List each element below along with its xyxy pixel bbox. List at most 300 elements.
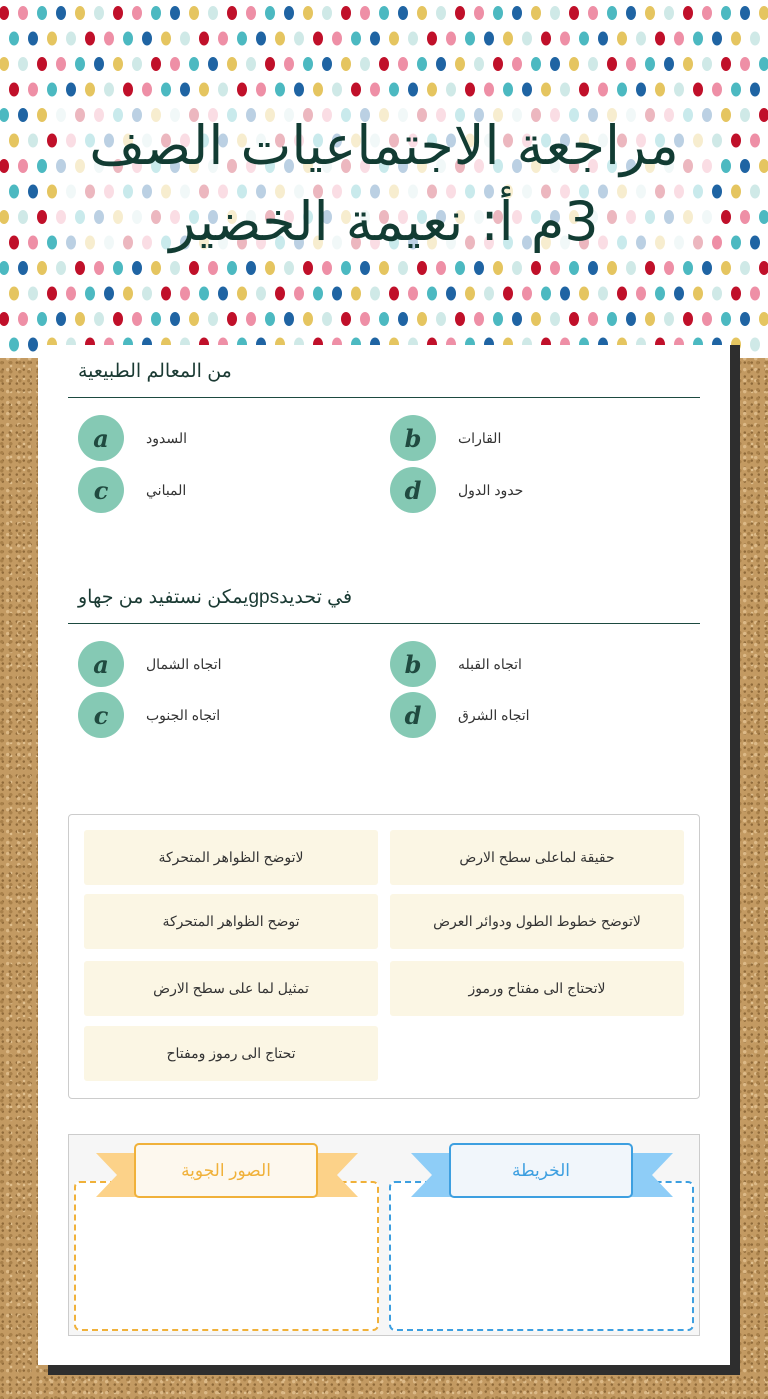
polka-dot	[417, 57, 427, 71]
polka-dot	[588, 57, 598, 71]
polka-dot	[265, 57, 275, 71]
polka-dot	[56, 57, 66, 71]
polka-dot	[436, 312, 446, 326]
option-c[interactable]	[78, 467, 186, 513]
polka-dot	[550, 312, 560, 326]
polka-dot	[465, 32, 475, 46]
polka-dot	[189, 6, 199, 20]
polka-dot	[740, 312, 750, 326]
polka-dot	[721, 261, 731, 275]
polka-dot	[436, 6, 446, 20]
polka-dot	[417, 6, 427, 20]
polka-dot	[512, 57, 522, 71]
polka-dot	[284, 57, 294, 71]
polka-dot	[560, 32, 570, 46]
polka-dot	[465, 83, 475, 97]
polka-dot	[237, 287, 247, 301]
polka-dot	[759, 57, 768, 71]
polka-dot	[256, 83, 266, 97]
polka-dot	[360, 57, 370, 71]
polka-dot	[512, 6, 522, 20]
polka-dot	[9, 32, 19, 46]
polka-dot	[351, 287, 361, 301]
polka-dot	[322, 261, 332, 275]
polka-dot	[417, 261, 427, 275]
title-line-1: مراجعة الاجتماعيات الصف	[89, 114, 679, 177]
category-ribbon-aerial-photos	[96, 1143, 358, 1203]
polka-dot	[66, 32, 76, 46]
polka-dot	[246, 261, 256, 275]
polka-dot	[408, 287, 418, 301]
polka-dot	[598, 287, 608, 301]
polka-dot	[645, 312, 655, 326]
draggable-card[interactable]: توضح الظواهر المتحركة	[84, 894, 378, 949]
option-text: القارات	[458, 429, 502, 446]
draggable-card[interactable]: تحتاج الى رموز ومفتاح	[84, 1026, 378, 1081]
polka-dot	[18, 57, 28, 71]
polka-dot	[493, 6, 503, 20]
polka-dot	[588, 312, 598, 326]
polka-dot	[151, 261, 161, 275]
polka-dot	[189, 57, 199, 71]
polka-dot	[474, 6, 484, 20]
polka-dot	[503, 32, 513, 46]
polka-dot	[199, 287, 209, 301]
option-letter-badge: a	[78, 641, 124, 687]
polka-dot	[18, 261, 28, 275]
polka-dot	[113, 6, 123, 20]
polka-dot	[693, 32, 703, 46]
polka-dot	[531, 6, 541, 20]
polka-dot	[683, 312, 693, 326]
polka-dot	[275, 83, 285, 97]
polka-dot	[683, 57, 693, 71]
question-2	[68, 585, 700, 730]
polka-dot	[151, 6, 161, 20]
polka-dot	[104, 32, 114, 46]
question-text: من المعالم الطبيعية	[68, 359, 700, 398]
option-letter-badge: d	[390, 467, 436, 513]
polka-dot	[379, 57, 389, 71]
polka-dot	[180, 287, 190, 301]
polka-dot	[550, 261, 560, 275]
polka-dot	[199, 32, 209, 46]
polka-dot	[208, 261, 218, 275]
draggable-card[interactable]: حقيقة لماعلى سطح الارض	[390, 830, 684, 885]
polka-dot	[465, 287, 475, 301]
polka-dot	[740, 6, 750, 20]
polka-dot	[66, 287, 76, 301]
polka-dot	[503, 83, 513, 97]
polka-dot	[94, 57, 104, 71]
polka-dot	[398, 312, 408, 326]
polka-dot	[427, 83, 437, 97]
polka-dot	[94, 312, 104, 326]
polka-dot	[750, 83, 760, 97]
polka-dot	[208, 57, 218, 71]
polka-dot	[721, 312, 731, 326]
polka-dot	[531, 312, 541, 326]
option-text: اتجاه القبله	[458, 655, 522, 672]
polka-dot	[493, 312, 503, 326]
polka-dot	[474, 312, 484, 326]
polka-dot	[303, 6, 313, 20]
polka-dot	[455, 312, 465, 326]
polka-dot	[180, 83, 190, 97]
polka-dot	[56, 261, 66, 275]
polka-dot	[303, 312, 313, 326]
polka-dot	[132, 312, 142, 326]
polka-dot	[427, 32, 437, 46]
option-d[interactable]	[390, 692, 530, 738]
polka-dot	[664, 312, 674, 326]
polka-dot	[142, 287, 152, 301]
polka-dot	[721, 6, 731, 20]
polka-dot	[579, 32, 589, 46]
polka-dot	[0, 57, 9, 71]
option-b[interactable]	[390, 415, 501, 461]
polka-dot	[645, 261, 655, 275]
polka-dot	[151, 57, 161, 71]
polka-dot	[332, 32, 342, 46]
polka-dot	[731, 32, 741, 46]
polka-dot	[398, 261, 408, 275]
polka-dot	[607, 57, 617, 71]
polka-dot	[85, 32, 95, 46]
polka-dot	[474, 261, 484, 275]
polka-dot	[541, 83, 551, 97]
polka-dot	[227, 312, 237, 326]
polka-dot	[246, 6, 256, 20]
polka-dot	[569, 312, 579, 326]
polka-dot	[66, 83, 76, 97]
polka-dot	[579, 83, 589, 97]
option-c[interactable]	[78, 692, 220, 738]
polka-dot	[113, 57, 123, 71]
polka-dot	[284, 312, 294, 326]
option-text: حدود الدول	[458, 481, 524, 498]
polka-dot	[75, 261, 85, 275]
polka-dot	[389, 32, 399, 46]
polka-dot	[712, 83, 722, 97]
polka-dot	[9, 83, 19, 97]
option-a[interactable]	[78, 415, 187, 461]
polka-dot	[351, 83, 361, 97]
polka-dot	[569, 261, 579, 275]
polka-dot	[731, 287, 741, 301]
polka-dot	[512, 261, 522, 275]
polka-dot	[474, 57, 484, 71]
polka-dot	[664, 6, 674, 20]
polka-dot	[37, 312, 47, 326]
polka-dot	[294, 83, 304, 97]
polka-dot	[607, 261, 617, 275]
polka-dot	[712, 32, 722, 46]
polka-dot	[341, 57, 351, 71]
option-a[interactable]	[78, 641, 222, 687]
polka-dot	[47, 83, 57, 97]
polka-dot	[645, 57, 655, 71]
polka-dot	[408, 32, 418, 46]
polka-dot	[218, 32, 228, 46]
polka-dot	[132, 57, 142, 71]
polka-dot	[731, 83, 741, 97]
polka-dot	[237, 83, 247, 97]
polka-dot	[626, 6, 636, 20]
polka-dot	[398, 57, 408, 71]
polka-dot	[702, 312, 712, 326]
polka-dot	[626, 261, 636, 275]
polka-dot	[455, 261, 465, 275]
polka-dot	[85, 83, 95, 97]
draggable-card[interactable]: لاتحتاج الى مفتاح ورموز	[390, 961, 684, 1016]
polka-dot	[94, 261, 104, 275]
polka-dot	[75, 6, 85, 20]
polka-dot	[37, 57, 47, 71]
polka-dot	[493, 261, 503, 275]
polka-dot	[531, 57, 541, 71]
polka-dot	[370, 32, 380, 46]
header-banner	[0, 0, 768, 358]
drop-zone-aerial-photos[interactable]	[74, 1181, 379, 1331]
polka-dot	[170, 261, 180, 275]
drop-zone-map[interactable]	[389, 1181, 694, 1331]
polka-dot	[284, 261, 294, 275]
option-text: السدود	[146, 429, 187, 446]
polka-dot	[161, 287, 171, 301]
polka-dot	[702, 57, 712, 71]
question-text: يمكن نستفيد من جهاوgpsفي تحديد	[68, 585, 700, 624]
title-line-2: 3م أ: نعيمة الخضير	[169, 190, 599, 253]
option-letter-badge: d	[390, 692, 436, 738]
polka-dot	[569, 6, 579, 20]
polka-dot	[142, 32, 152, 46]
polka-dot	[18, 312, 28, 326]
polka-dot	[28, 83, 38, 97]
polka-dot	[132, 6, 142, 20]
polka-dot	[655, 32, 665, 46]
polka-dot	[493, 57, 503, 71]
question-1	[68, 359, 700, 505]
polka-dot	[294, 287, 304, 301]
polka-dot	[636, 287, 646, 301]
polka-dot	[455, 57, 465, 71]
polka-dot	[598, 32, 608, 46]
polka-dot	[560, 287, 570, 301]
polka-dot	[664, 261, 674, 275]
option-b[interactable]	[390, 641, 522, 687]
polka-dot	[398, 6, 408, 20]
polka-dot	[351, 32, 361, 46]
page-title	[0, 108, 768, 260]
polka-dot	[256, 32, 266, 46]
polka-dot	[617, 32, 627, 46]
polka-dot	[408, 83, 418, 97]
polka-dot	[484, 32, 494, 46]
polka-dot	[759, 6, 768, 20]
polka-dot	[123, 83, 133, 97]
sortable-card-pool	[68, 814, 700, 1099]
polka-dot	[313, 83, 323, 97]
polka-dot	[417, 312, 427, 326]
polka-dot	[37, 261, 47, 275]
draggable-card[interactable]: تمثيل لما على سطح الارض	[84, 961, 378, 1016]
polka-dot	[588, 261, 598, 275]
polka-dot	[189, 312, 199, 326]
polka-dot	[579, 287, 589, 301]
polka-dot	[123, 32, 133, 46]
polka-dot	[436, 261, 446, 275]
polka-dot	[379, 312, 389, 326]
polka-dot	[237, 32, 247, 46]
polka-dot	[674, 32, 684, 46]
polka-dot	[721, 57, 731, 71]
polka-dot	[208, 6, 218, 20]
polka-dot	[265, 261, 275, 275]
polka-dot	[759, 312, 768, 326]
polka-dot	[740, 57, 750, 71]
polka-dot	[56, 312, 66, 326]
polka-dot	[218, 83, 228, 97]
polka-dot	[0, 312, 9, 326]
polka-dot	[427, 287, 437, 301]
option-text: المباني	[146, 481, 187, 498]
polka-dot	[522, 83, 532, 97]
polka-dot	[626, 57, 636, 71]
polka-dot	[161, 32, 171, 46]
polka-dot	[113, 261, 123, 275]
polka-dot	[75, 57, 85, 71]
polka-dot	[712, 287, 722, 301]
polka-dot	[56, 6, 66, 20]
polka-dot	[18, 6, 28, 20]
polka-dot	[370, 83, 380, 97]
polka-dot	[303, 57, 313, 71]
polka-dot	[189, 261, 199, 275]
polka-dot	[446, 32, 456, 46]
draggable-card[interactable]: لاتوضح الظواهر المتحركة	[84, 830, 378, 885]
polka-dot	[142, 83, 152, 97]
polka-dot	[693, 287, 703, 301]
polka-dot	[104, 287, 114, 301]
polka-dot	[227, 6, 237, 20]
polka-dot	[636, 83, 646, 97]
polka-dot	[503, 287, 513, 301]
polka-dot	[522, 32, 532, 46]
polka-dot	[607, 6, 617, 20]
polka-dot	[522, 287, 532, 301]
polka-dot	[683, 6, 693, 20]
polka-dot	[85, 287, 95, 301]
polka-dot	[550, 57, 560, 71]
polka-dot	[132, 261, 142, 275]
polka-dot	[645, 6, 655, 20]
category-label: الخريطة	[449, 1143, 633, 1198]
polka-dot	[180, 32, 190, 46]
polka-dot	[332, 287, 342, 301]
polka-dot	[598, 83, 608, 97]
polka-dot	[341, 261, 351, 275]
polka-dot	[9, 287, 19, 301]
polka-dot	[436, 57, 446, 71]
option-letter-badge: c	[78, 467, 124, 513]
polka-dot	[332, 83, 342, 97]
polka-dot	[379, 6, 389, 20]
polka-dot	[151, 312, 161, 326]
polka-dot	[531, 261, 541, 275]
polka-dot	[750, 338, 760, 352]
polka-dot	[550, 6, 560, 20]
category-drop-area	[68, 1134, 700, 1336]
polka-dot	[389, 287, 399, 301]
polka-dot	[322, 57, 332, 71]
polka-dot	[170, 57, 180, 71]
polka-dot	[104, 83, 114, 97]
polka-dot	[446, 287, 456, 301]
polka-dot	[294, 32, 304, 46]
draggable-card[interactable]: لاتوضح خطوط الطول ودوائر العرض	[390, 894, 684, 949]
polka-dot	[275, 287, 285, 301]
polka-dot	[227, 57, 237, 71]
polka-dot	[379, 261, 389, 275]
polka-dot	[360, 261, 370, 275]
option-text: اتجاه الشرق	[458, 706, 530, 723]
polka-dot	[313, 32, 323, 46]
polka-dot	[256, 287, 266, 301]
option-text: اتجاه الجنوب	[146, 706, 221, 723]
polka-dot	[170, 6, 180, 20]
polka-dot	[759, 261, 768, 275]
polka-dot	[0, 261, 9, 275]
polka-dot	[360, 6, 370, 20]
polka-dot	[218, 287, 228, 301]
polka-dot	[455, 6, 465, 20]
category-label: الصور الجوية	[134, 1143, 318, 1198]
polka-dot	[341, 6, 351, 20]
polka-dot	[674, 83, 684, 97]
polka-dot	[322, 312, 332, 326]
polka-dot	[636, 32, 646, 46]
polka-dot	[303, 261, 313, 275]
polka-dot	[161, 83, 171, 97]
worksheet-paper	[38, 345, 730, 1365]
polka-dot	[674, 287, 684, 301]
polka-dot	[47, 287, 57, 301]
option-letter-badge: a	[78, 415, 124, 461]
polka-dot	[683, 261, 693, 275]
polka-dot	[313, 287, 323, 301]
polka-dot	[322, 6, 332, 20]
polka-dot	[227, 261, 237, 275]
category-ribbon-map	[411, 1143, 673, 1203]
option-d[interactable]	[390, 467, 523, 513]
polka-dot	[484, 83, 494, 97]
polka-dot	[75, 312, 85, 326]
polka-dot	[94, 6, 104, 20]
polka-dot	[246, 312, 256, 326]
polka-dot	[28, 287, 38, 301]
polka-dot	[569, 57, 579, 71]
polka-dot	[541, 287, 551, 301]
polka-dot	[617, 287, 627, 301]
polka-dot	[170, 312, 180, 326]
option-text: اتجاه الشمال	[146, 655, 222, 672]
polka-dot	[389, 83, 399, 97]
polka-dot	[484, 287, 494, 301]
polka-dot	[37, 6, 47, 20]
polka-dot	[28, 338, 38, 352]
polka-dot	[284, 6, 294, 20]
